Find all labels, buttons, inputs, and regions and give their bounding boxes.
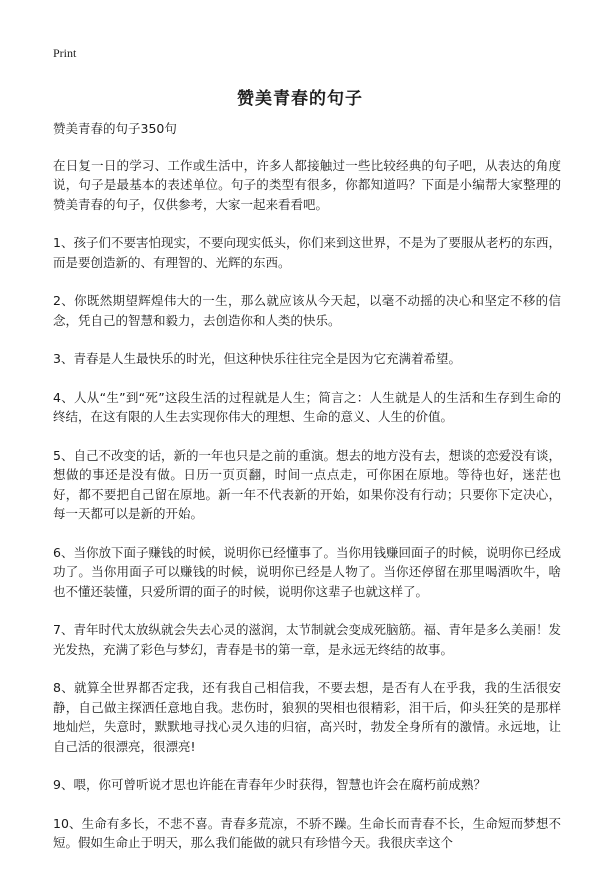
article-subtitle: 赞美青春的句子350句	[53, 121, 177, 136]
list-item: 2、你既然期望辉煌伟大的一生，那么就应该从今天起，以毫不动摇的决心和坚定不移的信念，凭自己的智慧和毅力，去创造你和人类的快乐。	[53, 293, 561, 328]
page-title: 赞美青春的句子	[237, 89, 363, 109]
list-item: 4、人从“生”到“死”这段生活的过程就是人生；简言之：人生就是人的生活和生存到生命的终结，在这有限的人生去实现你伟大的理想、生命的意义、人生的价值。	[53, 389, 561, 424]
list-item: 5、自己不改变的话，新的一年也只是之前的重演。想去的地方没有去，想谈的恋爱没有谈，想做的事还是没有做。日历一页页翻，时间一点点走，可你困在原地。等待也好，迷茫也好，都不要把自己留在原地。新一年不代表新的开始，如果你没有行动；只要你下定决心，每一天都可以是新的开始。	[53, 447, 561, 521]
list-item: 7、青年时代太放纵就会失去心灵的滋润，太节制就会变成死脑筋。福、青年是多么美丽！发光发热，充满了彩色与梦幻，青春是书的第一章，是永远无终结的故事。	[53, 622, 561, 657]
print-link[interactable]: Print	[53, 46, 77, 60]
list-item: 8、就算全世界都否定我，还有我自己相信我，不要去想，是否有人在乎我，我的生活很安静，自己做主探洒任意地自我。悲伤时，狼狈的哭相也很精彩，泪干后，仰头狂笑的是那样地灿烂，失意时，默默地寻找心灵久违的归宿，高兴时，勃发全身所有的激情。永远地，让自己活的很漂亮，很漂亮!	[53, 680, 561, 754]
list-item: 1、孩子们不要害怕现实，不要向现实低头，你们来到这世界，不是为了要服从老朽的东西，而是要创造新的、有理智的、光辉的东西。	[53, 235, 561, 270]
list-item: 9、喂，你可曾听说才思也许能在青春年少时获得，智慧也许会在腐朽前成熟？	[53, 777, 486, 792]
list-item: 3、青春是人生最快乐的时光，但这种快乐往往完全是因为它充满着希望。	[53, 351, 461, 366]
intro-paragraph: 在日复一日的学习、工作或生活中，许多人都接触过一些比较经典的句子吧，从表达的角度说，句子是最基本的表述单位。句子的类型有很多，你都知道吗？下面是小编帮大家整理的赞美青春的句子，仅供参考，大家一起来看看吧。	[53, 157, 561, 212]
list-item: 10、生命有多长，不悲不喜。青春多荒凉，不骄不躁。生命长而青春不长，生命短而梦想不短。假如生命止于明天，那么我们能做的就只有珍惜今天。我很庆幸这个	[53, 815, 561, 850]
article-body	[53, 119, 561, 872]
list-item: 6、当你放下面子赚钱的时候，说明你已经懂事了。当你用钱赚回面子的时候，说明你已经成功了。当你用面子可以赚钱的时候，说明你已经是人物了。当你还停留在那里喝酒吹牛，啥也不懂还装懂，只爱所谓的面子的时候，说明你这辈子也就这样了。	[53, 544, 561, 599]
